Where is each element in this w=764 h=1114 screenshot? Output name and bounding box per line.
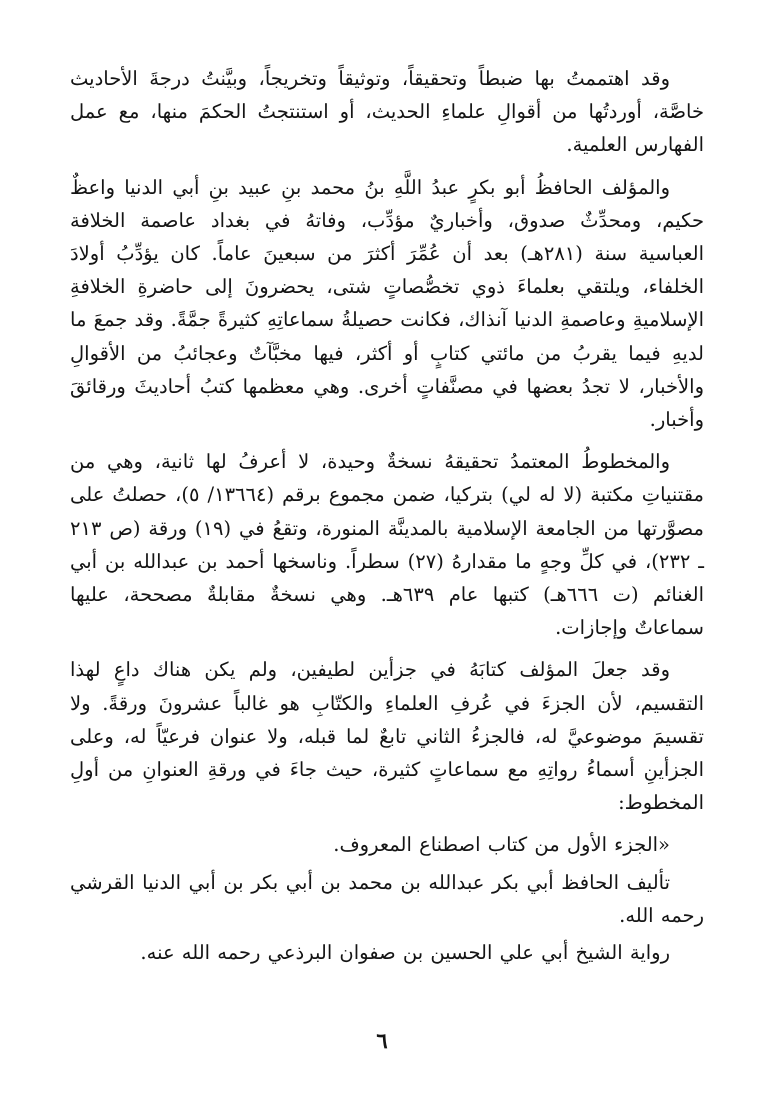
paragraph-manuscript-description: والمخطوطُ المعتمدُ تحقيقهُ نسخةٌ وحيدة، لا أعرفُ لها ثانية، وهي من مقتنياتِ مكتبة (لا له لي) بتركيا، ضمن مجموع برقم (١٣٦٦٤/ ٥)، حصلتُ على مصوَّرتها من الجامعة الإسلامية بالمدينَّة المنورة، وتقعُ في (١٩) ورقة (ص ٢١٣ ـ ٢٣٢)، في كلِّ وجهٍ ما مقدارهُ (٢٧) سطراً. وناسخها أحمد بن عبدالله بن أبي الغنائم (ت ٦٦٦هـ) كتبها عام ٦٣٩هـ. وهي نسخةٌ مقابلةٌ مصححة، عليها سماعاتٌ وإجازات.	[70, 450, 705, 640]
quote-narrator-line: رواية الشيخ أبي علي الحسين بن صفوان البرذعي رحمه الله عنه.	[140, 941, 670, 965]
paragraph-book-division: وقد جعلَ المؤلف كتابَهُ في جزأين لطيفين، ولم يكن هناك داعٍ لهذا التقسيم، لأن الجزءَ في عُرفِ العلماءِ والكتّابِ هو غالباً عشرونَ ورقةً. ولا تقسيمَ موضوعيَّ له، فالجزءُ الثاني تابعٌ لما قبله، ولا عنوان فرعيّاً له، وعلى الجزأينِ أسماءُ رواتِهِ مع سماعاتٍ كثيرة، حيث جاءَ في ورقةِ العنوانِ من أولِ المخطوط:	[70, 658, 704, 815]
quote-author-line: تأليف الحافظ أبي بكر عبدالله بن محمد بن أبي بكر بن أبي الدنيا القرشي رحمه الله.	[70, 870, 704, 927]
page-body	[70, 62, 704, 969]
page-number: ٦	[376, 1028, 388, 1053]
quote-book-title: «الجزء الأول من كتاب اصطناع المعروف.	[333, 833, 670, 857]
paragraph-editorial-work: وقد اهتممتُ بها ضبطاً وتحقيقاً، وتوثيقاً وتخريجاً، وبيَّنتُ درجةَ الأحاديث خاصَّة، أوردتُها من أقوالِ علماءِ الحديث، أو استنتجتُ الحكمَ منها، مع عمل الفهارس العلمية.	[70, 67, 704, 157]
paragraph-author-biography: والمؤلف الحافظُ أبو بكرٍ عبدُ اللَّهِ بنُ محمد بنِ عبيد بنِ أبي الدنيا واعظٌ حكيم، ومحدِّثٌ صدوق، وأخباريٌ مؤدِّب، وفاتهُ في بغداد عاصمة الخلافة العباسية سنة (٢٨١هـ) بعد أن عُمِّرَ أكثرَ من سبعينَ عاماً. كان يؤدِّبُ أولادَ الخلفاء، ويلتقي بعلماءَ ذوي تخصُّصاتٍ شتى، يحضرونَ إلى حاضرةِ الخلافةِ الإسلاميةِ وعاصمةِ الدنيا آنذاك، فكانت حصيلةُ سماعاتِهِ كثيرةً جمَّةً. وقد جمعَ ما لديهِ فيما يقربُ من مائتي كتابٍ أو أكثر، فيها مخبَّآتٌ وعجائبُ من الأقوالِ والأخبار، لا تجدُ بعضها في مصنَّفاتٍ أخرى. وهي معظمها كتبُ أحاديثَ ورقائقَ وأخبار.	[70, 175, 704, 432]
